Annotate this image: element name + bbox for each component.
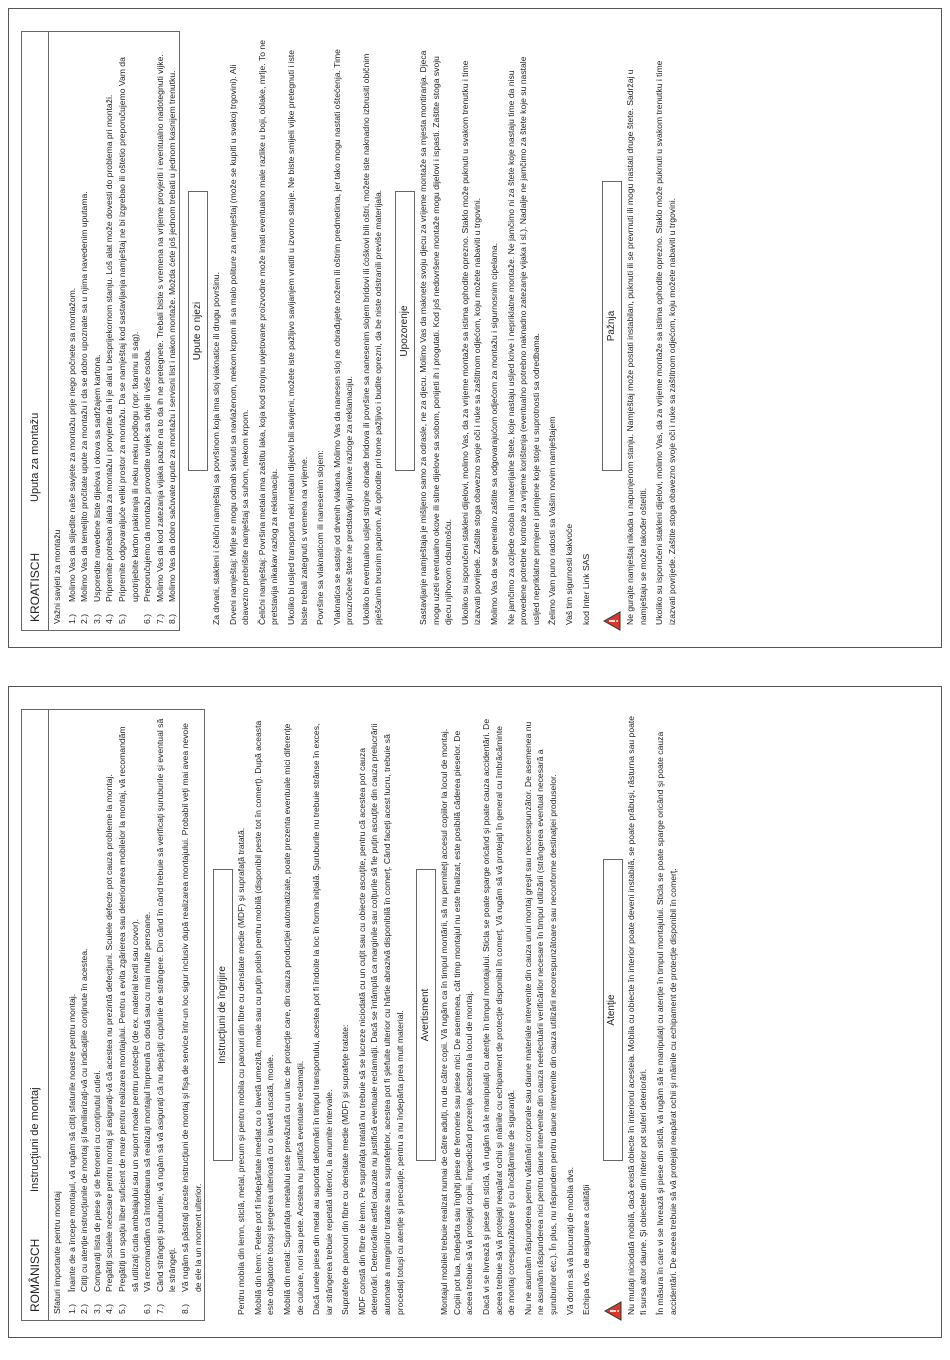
intro-text: Sfaturi importante pentru montaj xyxy=(52,1191,62,1314)
list-item: 6.) Preporučujemo da montažu provodite uvijek sa dvije ili više osoba. xyxy=(142,348,153,624)
page-croatian xyxy=(8,8,942,648)
intro-text: Važni savjeti za montažu xyxy=(52,529,62,624)
document-title: Uputa za montažu xyxy=(28,412,41,502)
document-title: Instrucţiuni de montaj xyxy=(28,1087,41,1192)
assembly-list xyxy=(49,710,204,1320)
list-item: 5.) Pripremite odgovaraljuće veliki prostor za montažu. Da se namještaj kod sastavljanja namještaj ne bi izgrebao ili oštetio preporučujemo Vam da upotrijebite karton pakiranja ili neku meku podlogu (npr. tkaninu ili sag). xyxy=(116,57,140,624)
list-item: 3.) Comparaţi lista de piese şi de feronerii cu conţinutul cutiei. xyxy=(91,1070,102,1314)
warning-triangle-icon xyxy=(603,611,621,631)
list-item: 2.) Citiţi cu atenţie instrucţiunile de montaj şi familiarizaţi-vă cu indicaţiile conţinute în acestea. xyxy=(79,948,90,1314)
warning-title: Upozorenje xyxy=(395,191,415,471)
care-body: Za drvani, stakleni i čelični namještaj sa površinom koja ima sloj viaknatice ili drugu površinu. Drveni namještaj: Mrlje se mogu odmah skinuti sa navlaženom, mekom krpom ili sa malo politure za namještaj (može se kupiti u svakoj trgovini). Ali obavezno prebrišite namještaj sa suhom, mekom krpom. Čelični namještaj: Površina metala ima zaštitu laka, koja kod strojnu uvjetovane proizvodne može imati eventualno male razlike u boji, oblake, mrlje. To ne pretstavija nikakav razlog za reklamaciju. Ukoliko bi usljed transporta neki metalni dijelovi bili savijeni, možete iste pažljivo savijanjem vratiti u izvorno stanje. Ne biste smijeli vijke pretegnuti i iste biste trebali zategnuti s vremena na vrijeme. Površine sa vlaknaticom ili nanesenim slojem: Vlaknatica se sastoji od drvenih vlakana. Molimo Vas da nanesen sloj ne obrađujete nožem ili oštrim predmetima, jer tako mogu nastati oštećenja. Time prouzročene štete ne predstavljaju nikave razloge za reklamaciju. Ukoliko bi eventualno usljed strojne obrade bridova ili površine sa nanesenim slojem bridovi ili ćoškovi bili oštri, možete iste naknadno izbrusiti običnim pješčanim brusnim papirom. Ali ophodite pri tome pažljivo i budite oprezni, da be niste odstranili previše materijala. xyxy=(210,40,384,625)
list-item: 7.) Când strângeţi şuruburile, vă rugăm să vă asiguraţi că nu depăşiţi cuplurile de strângere. Din când în când trebuie să verificaţi şuruburile şi eventual să le strângeţi. xyxy=(154,718,178,1314)
warning-section xyxy=(416,709,595,1321)
attention-title: Atenţie xyxy=(603,859,623,1161)
care-section xyxy=(213,709,408,1321)
language-label: ROMÂNISCH xyxy=(27,1238,42,1312)
assembly-section xyxy=(21,709,205,1321)
care-section xyxy=(188,31,387,631)
header xyxy=(22,710,49,1320)
care-body: Pentru mobila din lemn, sticlă, metal, precum şi pentru mobila cu panouri din fibre cu densitate medie (MDF) şi suprafaţă tratată. Mobilă din lemn: Petele pot fi îndepărtate imediat cu o lavetă umezită, moale sau cu puţin polish pentru mobilă (disponibil peste tot în comerţ). După aceasta este obligatorie totuşi ştergerea ulterioară cu o lavetă uscată, moale. Mobilă din metal: Suprafaţa metalului este prevăzută cu un lac de protecţie care, din cauza producţiei automatizate, poate prezenta eventuale mici diferenţe de culoare, nori sau pete. Acestea nu justifică eventuale reclamaţii. Dacă unele piese din metal au suportat deformări în timpul transportului, acestea pot fi îndoite la loc în forma iniţială. Şuruburile nu trebuie strânse în exces, iar strângerea trebuie repetată ulterior, la anumite intervale. Suprafeţe de panouri din fibre cu densitate medie (MDF) şi suprafeţe tratate: MDF constă din fibre de lemn. Pe suprafaţa tratată nu trebuie să se lucreze niciodată cu un cuţit sau cu obiecte ascuţite, pentru că acestea pot cauza deteriorări. Deteriorările astfel cauzate nu justifică eventuale reclamaţii. Dacă se întâmplă ca marginile sau colţurile să fie puţin ascuţite din cauza prelucrării automate a marginilor tratate sau a suprafeţelor, acestea pot fi şlefuite ulterior cu hârtie abrazivă disponibilă în comerţ. Când faceţi acest lucru, trebuie să procedaţi totuşi cu atenţie şi precauţie, pentru a nu îndepărta prea mult material. xyxy=(236,720,405,1315)
assembly-section xyxy=(21,31,180,631)
attention-body: Ne gurajte namještaj nikada u napunjenom stanju. Namještaj može postati instabilan, puknuti ili se prevrnuti ili mogu nastati druge štete. Sadržaj u namještaju se može također oštetiti. Ukoliko su isporučeni stakleni dijelovi, molimo Vas, da za vrijeme montaže sa istima ophodite oprezno. Staklo može puknuti u svakom trenutku i time izazvati povrijede. Zaštite stoga obavezno svoje oči i ruke sa zaštitnom odjećom, koju možete nabaviti u trgovini. xyxy=(625,60,677,625)
warning-body: Sastavljanje namještaja je mišljeno samo za odrasle, ne za djecu. Molimo Vas da maknete svoju djecu za vrijeme montaže sa mjesta montiranja. Djeca mogu uzeti eventualno okove ili sitne dijelove sa sobom, ponijeti ih i progutati. Kod još nedovršene montaže mogu dijelovi i ispasti. Zaštite stoga svoju djecu njihovom odsutnošću. Ukoliko su isporučeni stakleni dijelovi, molimo Vas, da za vrijeme montaže sa istima ophodite oprezno. Staklo može puknuti u svakom trenutku i time izazvati povrijede. Zaštite stoga obavezno svoje oči i ruke sa zaštitnom odjećom, koju možete nabaviti u trgovini. Molimo Vas da se generalno zaštite sa odgovarajućom odjećom za montažu i sigurnosnim cipelama. Ne jamčimo za ozljede osoba ili materijalne štete, koje nastaju usljed krive i nepriklatne montaže. Ne jamčimo ni za štete koje nastaju time da nisu provedene potrebne kontrole za vrijeme korištenja (eventualno potrebno naknadno zatezanje vijaka i sl.). Nadalje ne jamčimo za štete koje su nastale usljed nepriklatne primjene i primjene koje stoje u suprotnosti sa odredbama. Želimo Vam puno radosti sa Vašim novim namještajem Vaš tim sigurnosti kakvoće kod Inter Link SAS xyxy=(418,50,591,625)
list-item: 1.) Molimo Vas da slijedite naše savjete za montažu prije nego počnete sa montažom. xyxy=(66,287,77,624)
list-item: 2.) Molimo Vas da temeljito pročitate upute za montažu i da se dobro upoznate sa u njima navedenim uputama. xyxy=(79,191,90,624)
warning-section xyxy=(395,31,594,631)
care-title: Instrucţiuni de îngrijire xyxy=(213,869,233,1161)
list-item: 5.) Pregătiţi un spaţiu liber suficient de mare pentru realizarea montajului. Pentru a evita zgârierea sau deteriorarea mobilelor la montaj, vă recomandăm să utilizaţi cutia ambalajului sau un suport moale pentru protecţie (de ex. material textil sau covor). xyxy=(116,726,140,1314)
list-item: 8.) Vă rugăm să păstraţi aceste instrucţiuni de montaj şi fişa de service într-un loc sigur inclusiv după realizarea montajului. Probabil veţi mai avea nevoie de ele la un moment ulterior. xyxy=(179,723,203,1314)
attention-section xyxy=(602,31,680,631)
assembly-list xyxy=(49,32,179,630)
list-item: 4.) Pripremite potreban alata za montažu i porvjerite da li je alat u besprijekornom stanju. Loš alat može dovesti do problema pri montaži. xyxy=(104,94,115,624)
attention-title: Pažnja xyxy=(602,181,622,471)
list-item: 7.) Molimo Vas da kod zatezanja vijaka pazite na to da ih ne pretegnete. Trebali biste s vremena na vrijeme provjeriti i eventualno nadotegnuti vijke. xyxy=(154,54,165,624)
language-label: KROATISCH xyxy=(27,552,42,622)
header xyxy=(22,32,49,630)
list-item: 1.) Înainte de a începe montajul, vă rugăm să citiţi sfaturile noastre pentru montaj. xyxy=(66,993,77,1314)
list-item: 3.) Usporedite navedene liste dijelova i okova sa sadržajem kartona. xyxy=(91,354,102,624)
page-croatian-content xyxy=(15,21,933,641)
warning-title: Avertisment xyxy=(416,869,436,1161)
list-item: 8.) Molimo Vas da dobro sačuvate upute za montažu i servisni list i nakon montaže. Možda ćete još jednom trebati u jednom kasnijem trenutku. xyxy=(167,70,178,624)
care-title: Upute o njezi xyxy=(188,191,208,471)
attention-body: Nu mutaţi niciodată mobilă, dacă există obiecte în interiorul acesteia. Mobila cu obiecte în interior poate deveni instabilă, se poate prăbuşi, răsturna sau poate fi sursa altor daune. Şi obiectele din interior pot suferi deteriorări. În măsura în care vi se livrează şi piese din sticlă, vă rugăm să le manipulaţi cu atenţie în timpul montajului. Sticla se poate sparge oricând şi poate cauza accidentări. De aceea trebuie să vă protejaţi neapărat ochii şi mâinile cu echipament de protecţie disponibil în comerţ. xyxy=(625,715,678,1315)
page-romanian xyxy=(8,686,942,1338)
list-item: 6.) Vă recomandăm ca întotdeauna să realizaţi montajul împreună cu două sau cu mai multe persoane. xyxy=(142,911,153,1314)
page-romanian-content xyxy=(15,699,933,1331)
list-item: 4.) Pregătiţi sculele necesare pentru montaj şi asiguraţi-vă că acestea nu prezintă defecţiuni. Sculele defecte pot cauza probleme la montaj. xyxy=(104,774,115,1314)
attention-section xyxy=(603,709,681,1321)
warning-triangle-icon xyxy=(604,1301,622,1321)
warning-body: Montajul mobilei trebuie realizat numai de către adulţi, nu de către copii. Vă rugăm ca în timpul montării, să nu permiteţi accesul copiilor la locul de montaj. Copiii pot lua, îndepărta sau înghiţi piese de feronerie sau piese mici. De asemenea, cât timp montajul nu este finalizat, este posibilă căderea pieselor. De aceea trebuie să vă protejaţi copiii, împiedicând prezenţa acestora la locul de montaj. Dacă vi se livrează şi piese din sticlă, vă rugăm să le manipulaţi cu atenţie în timpul montajului. Sticla se poate sparge oricând şi poate cauza accidentări. De aceea trebuie să vă protejaţi neapărat ochii şi mâinile cu echipament de protecţie disponibil în comerţ. Vă rugăm să vă protejaţi în general cu îmbrăcăminte de montaj corespunzătoare şi cu încălţăminte de siguranţă. Nu ne asumăm răspunderea pentru vătămări corporale sau daune materiale intervenite din cauza unui montaj greşit sau necorespunzător. De asemenea nu ne asumăm răspunderea nici pentru daune intervenite din cauza neefectuării verificărilor necesare în timpul utilizării (strângerea eventual necesară a şuruburilor etc.). În plus, nu răspundem pentru daune intervenite din cauza utilizării necorespunzătoare sau neconforme destinaţiei produselor. Vă dorim să vă bucuraţi de mobila dvs. Echipa dvs. de asigurare a calităţii xyxy=(439,718,592,1315)
